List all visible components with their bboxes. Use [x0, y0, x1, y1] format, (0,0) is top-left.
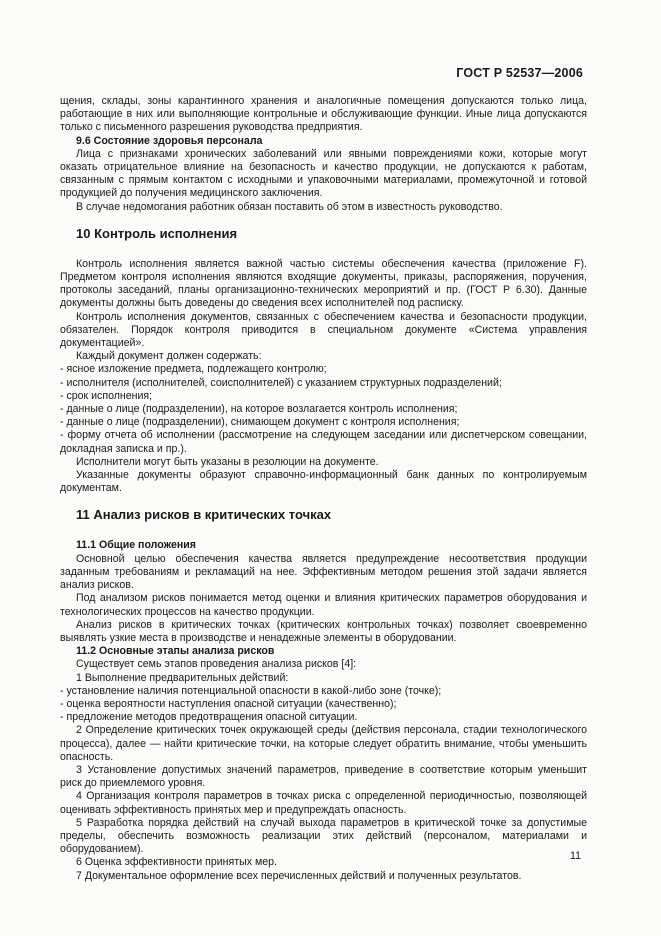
- standard-code-header: ГОСТ Р 52537—2006: [456, 66, 583, 80]
- stage-item: 6 Оценка эффективности принятых мер.: [76, 856, 277, 869]
- list-item: - исполнителя (исполнителей, соисполнителей) с указанием структурных подразделений;: [60, 376, 502, 389]
- paragraph: Контроль исполнения является важной частью системы обеспечения качества (приложение F). Предметом контроля исполнения являются входящие документы, приказы, распоряжения, поручения, протоколы заседаний, планы организационно-технических мероприятий и пр. (ГОСТ Р 6.30). Данные документы должны быть доведены до сведения всех исполнителей под расписку.: [60, 257, 587, 310]
- stage-item: 3 Установление допустимых значений параметров, приведение в соответствие которым уменьшит риск до приемлемого уровня.: [60, 763, 587, 790]
- section-heading: 11 Анализ рисков в критических точках: [76, 507, 332, 523]
- list-item: - срок исполнения;: [60, 389, 153, 402]
- stage-item: 5 Разработка порядка действий на случай выхода параметров в критической точке за допустимые пределы, обеспечить возможность реализации этих действий (персоналом, материалами и оборудованием).: [60, 816, 587, 856]
- paragraph: Лица с признаками хронических заболеваний или явными повреждениями кожи, которые могут оказать отрицательное влияние на безопасность и качество продукции, не допускаются к работам, связанным с прямым контактом с исходными и упаковочными материалами, промежуточной и готовой продукцией до получения медицинского заключения.: [60, 147, 587, 200]
- section-heading: 10 Контроль исполнения: [76, 225, 238, 241]
- list-item: - предложение методов предотвращения опасной ситуации.: [60, 711, 358, 724]
- paragraph: Указанные документы образуют справочно-информационный банк данных по контролируемым документам.: [60, 469, 587, 495]
- paragraph: В случае недомогания работник обязан поставить об этом в известность руководство.: [76, 200, 503, 213]
- paragraph: Существует семь этапов проведения анализа рисков [4]:: [76, 658, 357, 671]
- page-body: [60, 95, 587, 883]
- list-item: - данные о лице (подразделении), снимающем документ с контроля исполнения;: [60, 416, 460, 429]
- list-item: - оценка вероятности наступления опасной ситуации (качественно);: [60, 697, 397, 710]
- list-item: - ясное изложение предмета, подлежащего контролю;: [60, 363, 327, 376]
- paragraph: Анализ рисков в критических точках (критических контрольных точках) позволяет своевременно выявлять узкие места в производстве и ненадежные элементы в оборудовании.: [60, 618, 587, 644]
- paragraph: Под анализом рисков понимается метод оценки и влияния критических параметров оборудования и технологических процессов на качество продукции.: [60, 592, 587, 618]
- subsection-heading: 11.1 Общие положения: [76, 539, 196, 552]
- paragraph: Контроль исполнения документов, связанных с обеспечением качества и безопасности продукции, обязателен. Порядок контроля приводится в специальном документе «Система управления документацией».: [60, 310, 587, 350]
- paragraph: Основной целью обеспечения качества является предупреждение несоответствия продукции заданным требованиям и рекламаций на нее. Эффективным методом решения этой задачи является анализ рисков.: [60, 552, 587, 592]
- paragraph: Каждый документ должен содержать:: [76, 350, 262, 363]
- list-item: - установление наличия потенциальной опасности в какой-либо зоне (точке);: [60, 684, 442, 697]
- stage-item: 4 Организация контроля параметров в точках риска с определенной периодичностью, позволяющей оценивать эффективность принятых мер и предупреждать опасность.: [60, 790, 587, 816]
- list-item: - данные о лице (подразделении), на которое возлагается контроль исполнения;: [60, 403, 458, 416]
- list-item: - форму отчета об исполнении (рассмотрение на следующем заседании или диспетчерском совещании, докладная записка и пр.).: [60, 429, 587, 455]
- page-number: 11: [570, 850, 581, 862]
- subsection-heading: 11.2 Основные этапы анализа рисков: [76, 645, 275, 658]
- paragraph: Исполнители могут быть указаны в резолюции на документе.: [76, 455, 379, 468]
- stage-item: 1 Выполнение предварительных действий:: [76, 671, 289, 684]
- stage-item: 7 Документальное оформление всех перечисленных действий и полученных результатов.: [76, 869, 522, 882]
- paragraph: щения, склады, зоны карантинного хранения и аналогичные помещения допускаются только лица, работающие в них или выполняющие контрольные и обслуживающие функции. Иные лица допускаются только с письменного разрешения руководства предприятия.: [60, 95, 587, 134]
- subsection-heading: 9.6 Состояние здоровья персонала: [76, 134, 263, 147]
- stage-item: 2 Определение критических точек окружающей среды (действия персонала, стадии технологического процесса), далее — найти критические точки, на которые следует обратить внимание, чтобы уменьшить опасность.: [60, 724, 587, 763]
